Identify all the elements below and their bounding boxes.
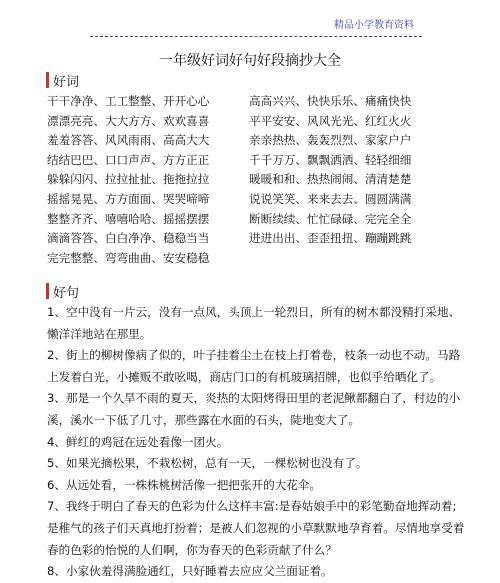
section-marker bbox=[46, 72, 49, 88]
word-cell: 结结巴巴、口口声声、方方正正 bbox=[47, 152, 210, 167]
word-cell: 断断续续、忙忙碌碌、完完全全 bbox=[249, 211, 412, 226]
word-row bbox=[47, 92, 467, 112]
section-marker bbox=[46, 283, 49, 299]
word-row bbox=[47, 249, 467, 269]
word-row bbox=[47, 151, 467, 171]
word-cell: 进进出出、歪歪扭扭、蹦蹦跳跳 bbox=[249, 231, 412, 246]
word-cell: 滴滴答答、白白净净、稳稳当当 bbox=[47, 231, 210, 246]
word-cell: 说说笑笑、来来去去、圆圆满满 bbox=[249, 191, 412, 206]
word-row bbox=[47, 210, 467, 230]
word-row bbox=[47, 112, 467, 132]
word-cell: 高高兴兴、快快乐乐、痛痛快快 bbox=[249, 94, 412, 108]
section-heading-sentences bbox=[46, 282, 79, 300]
word-cell: 羞羞答答、风风雨雨、高高大大 bbox=[47, 133, 210, 148]
site-name: 精品小学教育资料 bbox=[334, 20, 414, 31]
word-row bbox=[47, 131, 467, 151]
word-cell: 亲亲热热、轰轰烈烈、家家户户 bbox=[249, 133, 412, 148]
word-row bbox=[47, 170, 467, 190]
word-row bbox=[47, 229, 467, 249]
sentence-item: 6、从远处看，一株株桃树活像一把把张开的大花伞。 bbox=[47, 477, 322, 492]
word-cell bbox=[249, 249, 467, 269]
sentence-item: 2、街上的柳树像病了似的，叶子挂着尘土在枝上打着卷，枝条一动也不动。马路上发着白光，小摊贩不敢吆喝，商店门口的有机玻璃招牌，也似乎给晒化了。 bbox=[47, 348, 461, 384]
section-label: 好词 bbox=[53, 74, 80, 90]
section-heading-words bbox=[46, 71, 79, 89]
sentence-item: 1、空中没有一片云，没有一点风，头顶上一轮烈日，所有的树木都没精打采地、懒洋洋地站在那里。 bbox=[47, 305, 461, 341]
word-list bbox=[47, 92, 467, 268]
section-label: 好句 bbox=[53, 285, 80, 301]
word-cell: 整整齐齐、嘻嘻哈哈、摇摇摆摆 bbox=[47, 211, 210, 226]
word-row bbox=[47, 190, 467, 210]
word-cell: 干干净净、工工整整、开开心心 bbox=[47, 94, 210, 108]
page-header bbox=[90, 14, 422, 37]
sentence-item: 7、我终于明白了春天的色彩为什么这样丰富:是春姑娘手中的彩笔勤奋地挥动着;是稚气的孩子们天真地打扮着；是被人们忽视的小草默默地孕育着。尽情地享受着春的色彩的怡悦的人们啊，你为春天的色彩贡献了什么？ bbox=[47, 499, 465, 557]
word-cell: 平平安安、风风光光、红红火火 bbox=[249, 113, 412, 128]
word-cell: 漂漂亮亮、大大方方、欢欢喜喜 bbox=[47, 113, 210, 128]
sentence-item: 5、如果光摘松果，不栽松树，总有一天，一棵松树也没有了。 bbox=[47, 456, 368, 471]
word-cell: 暖暖和和、热热闹闹、清清楚楚 bbox=[249, 172, 412, 187]
sentence-item: 3、那是一个久旱不雨的夏天，炎热的太阳烤得田里的老泥鳅都翻白了，村边的小溪，溪水一下低了几寸，那些露在水面的石头，陡地变大了。 bbox=[47, 391, 461, 427]
sentence-list bbox=[47, 302, 467, 583]
word-cell: 躲躲闪闪、拉拉扯扯、拖拖拉拉 bbox=[47, 172, 210, 187]
page-title: 一年级好词好句好段摘抄大全 bbox=[159, 53, 341, 69]
sentence-item: 8、小家伙羞得满脸通红，只好睡着去应应父兰面证着。 bbox=[47, 564, 333, 579]
sentence-item: 4、鲜红的鸡冠在远处看像一团火。 bbox=[47, 434, 229, 449]
word-cell: 摇摇晃晃、方方面面、哭哭啼啼 bbox=[47, 191, 210, 206]
word-cell: 完完整整、弯弯曲曲、安安稳稳 bbox=[47, 250, 210, 265]
word-cell: 千千万万、飘飘洒洒、轻轻细细 bbox=[249, 152, 412, 167]
